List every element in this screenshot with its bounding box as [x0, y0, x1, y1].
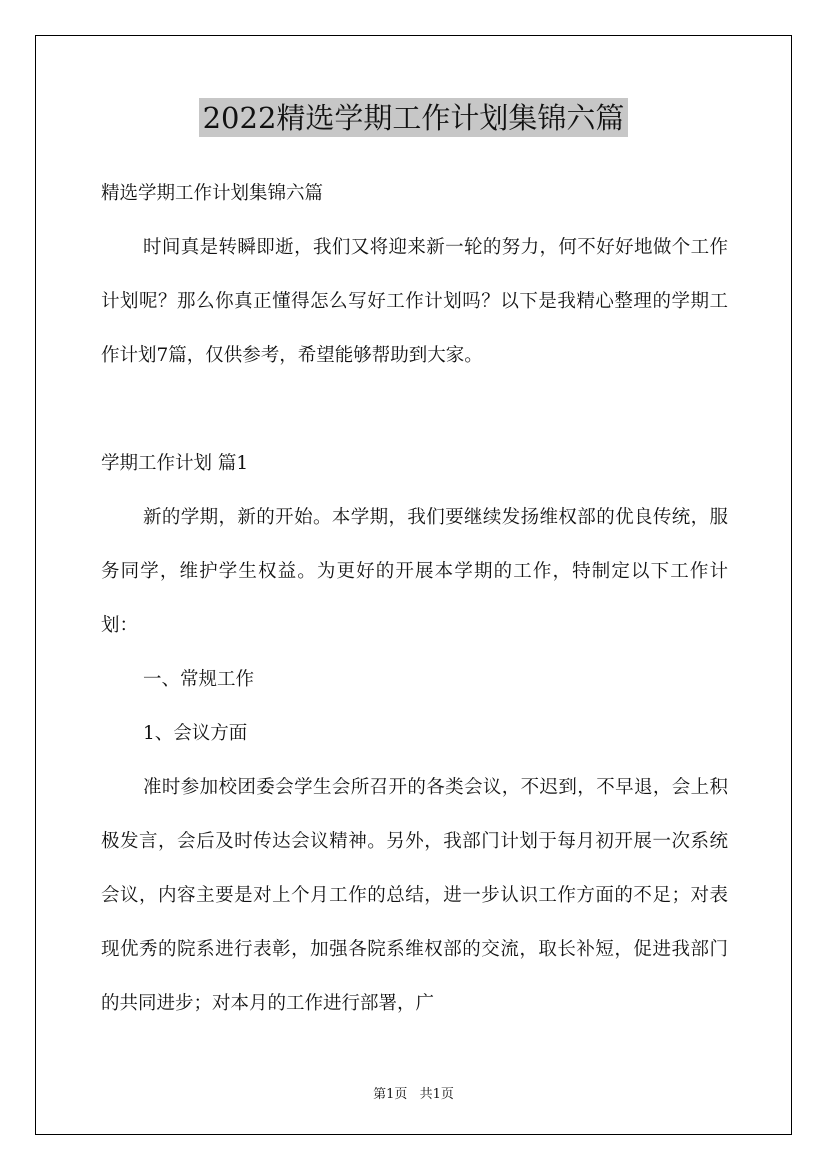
body-paragraph: 准时参加校团委会学生会所召开的各类会议，不迟到，不早退，会上积极发言，会后及时传达会议精神。另外，我部门计划于每月初开展一次系统会议，内容主要是对上个月工作的总结，进一步认识工作方面的不足；对表现优秀的院系进行表彰，加强各院系维权部的交流，取长补短，促进我部门的共同进步；对本月的工作进行部署，广 [101, 777, 728, 1014]
list-heading: 一、常规工作 [143, 669, 255, 690]
page-footer [0, 1083, 827, 1102]
intro-paragraph: 时间真是转瞬即逝，我们又将迎来新一轮的努力，何不好好地做个工作计划呢？那么你真正懂得怎么写好工作计划吗？以下是我精心整理的学期工作计划7篇，仅供参考，希望能够帮助到大家。 [101, 237, 728, 366]
section-heading: 学期工作计划 篇1 [101, 453, 249, 474]
list-subheading: 1、会议方面 [143, 723, 248, 744]
page-number: 第1页 [373, 1087, 408, 1102]
page-total: 共1页 [419, 1087, 454, 1102]
title-container [0, 98, 827, 137]
subtitle-paragraph: 精选学期工作计划集锦六篇 [101, 183, 324, 204]
document-title: 2022精选学期工作计划集锦六篇 [199, 98, 629, 137]
body-paragraph: 新的学期，新的开始。本学期，我们要继续发扬维权部的优良传统，服务同学，维护学生权益。为更好的开展本学期的工作，特制定以下工作计划： [101, 507, 728, 636]
